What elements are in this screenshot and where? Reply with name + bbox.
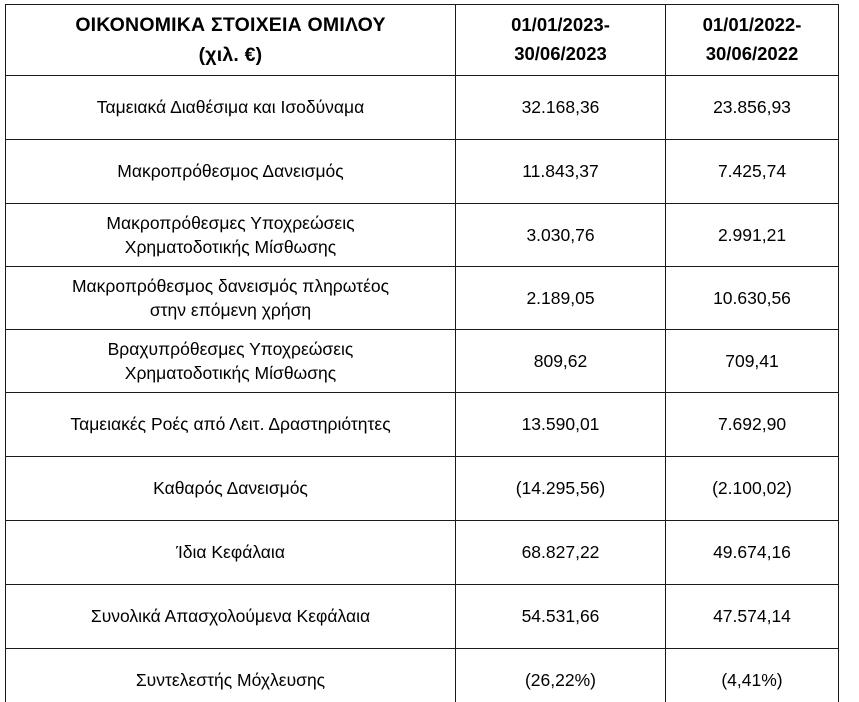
row-label-line2: Χρηματοδοτικής Μίσθωσης — [124, 363, 337, 383]
row-value-period2: 47.574,14 — [666, 585, 839, 649]
row-label — [6, 330, 456, 393]
financial-summary-table — [5, 4, 839, 702]
row-value-period1: 11.843,37 — [456, 140, 666, 204]
header-cell-period-1 — [456, 5, 666, 76]
table-row — [6, 204, 839, 267]
row-label — [6, 457, 456, 521]
row-label-line1: Μακροπρόθεσμος δανεισμός πληρωτέος — [71, 275, 390, 296]
row-label-line2: στην επόμενη χρήση — [149, 300, 312, 320]
table-header-row — [6, 5, 839, 76]
row-value-period2: 7.692,90 — [666, 393, 839, 457]
table-row — [6, 267, 839, 330]
header-period2-line2: 30/06/2022 — [705, 43, 799, 64]
row-label-line1: Ταμειακές Ροές από Λειτ. Δραστηριότητες — [70, 414, 391, 435]
row-label-line1: Ίδια Κεφάλαια — [176, 542, 285, 563]
table-row — [6, 585, 839, 649]
row-label-line1: Ταμειακά Διαθέσιμα και Ισοδύναμα — [96, 97, 365, 118]
table-row — [6, 76, 839, 140]
row-value-period2: 2.991,21 — [666, 204, 839, 267]
row-value-period2: 709,41 — [666, 330, 839, 393]
row-value-period1: 68.827,22 — [456, 521, 666, 585]
row-value-period2: 7.425,74 — [666, 140, 839, 204]
header-title-line2: (χιλ. €) — [198, 44, 263, 66]
row-label-line1: Βραχυπρόθεσμες Υποχρεώσεις — [107, 338, 354, 359]
table-row — [6, 393, 839, 457]
header-period1-line2: 30/06/2023 — [514, 43, 607, 64]
table-row — [6, 457, 839, 521]
row-value-period1: (26,22%) — [456, 649, 666, 702]
row-value-period2: (4,41%) — [666, 649, 839, 702]
row-label — [6, 140, 456, 204]
row-label-line1: Μακροπρόθεσμος Δανεισμός — [117, 161, 344, 182]
row-label — [6, 649, 456, 702]
row-label-line1: Καθαρός Δανεισμός — [153, 478, 308, 499]
table-body — [6, 76, 839, 702]
row-value-period1: 13.590,01 — [456, 393, 666, 457]
row-value-period2: 49.674,16 — [666, 521, 839, 585]
header-period2-line1: 01/01/2022- — [702, 14, 802, 36]
table-row — [6, 330, 839, 393]
row-value-period1: (14.295,56) — [456, 457, 666, 521]
row-value-period1: 809,62 — [456, 330, 666, 393]
header-cell-title — [6, 5, 456, 76]
header-cell-period-2 — [666, 5, 839, 76]
row-label — [6, 393, 456, 457]
table-header — [6, 5, 839, 76]
table-row — [6, 521, 839, 585]
row-label-line1: Συντελεστής Μόχλευσης — [135, 670, 326, 691]
table-row — [6, 649, 839, 702]
row-label-line1: Μακροπρόθεσμες Υποχρεώσεις — [106, 212, 355, 233]
row-value-period2: (2.100,02) — [666, 457, 839, 521]
header-period1-line1: 01/01/2023- — [511, 14, 610, 36]
row-value-period1: 2.189,05 — [456, 267, 666, 330]
row-label — [6, 585, 456, 649]
row-label — [6, 204, 456, 267]
row-label-line1: Συνολικά Απασχολούμενα Κεφάλαια — [90, 606, 371, 627]
table-row — [6, 140, 839, 204]
row-label — [6, 267, 456, 330]
row-label-line2: Χρηματοδοτικής Μίσθωσης — [124, 237, 337, 257]
row-value-period2: 23.856,93 — [666, 76, 839, 140]
row-value-period1: 54.531,66 — [456, 585, 666, 649]
row-label — [6, 521, 456, 585]
row-label — [6, 76, 456, 140]
header-title-line1: ΟΙΚΟΝΟΜΙΚΑ ΣΤΟΙΧΕΙΑ ΟΜΙΛΟΥ — [75, 13, 386, 36]
row-value-period2: 10.630,56 — [666, 267, 839, 330]
row-value-period1: 3.030,76 — [456, 204, 666, 267]
row-value-period1: 32.168,36 — [456, 76, 666, 140]
